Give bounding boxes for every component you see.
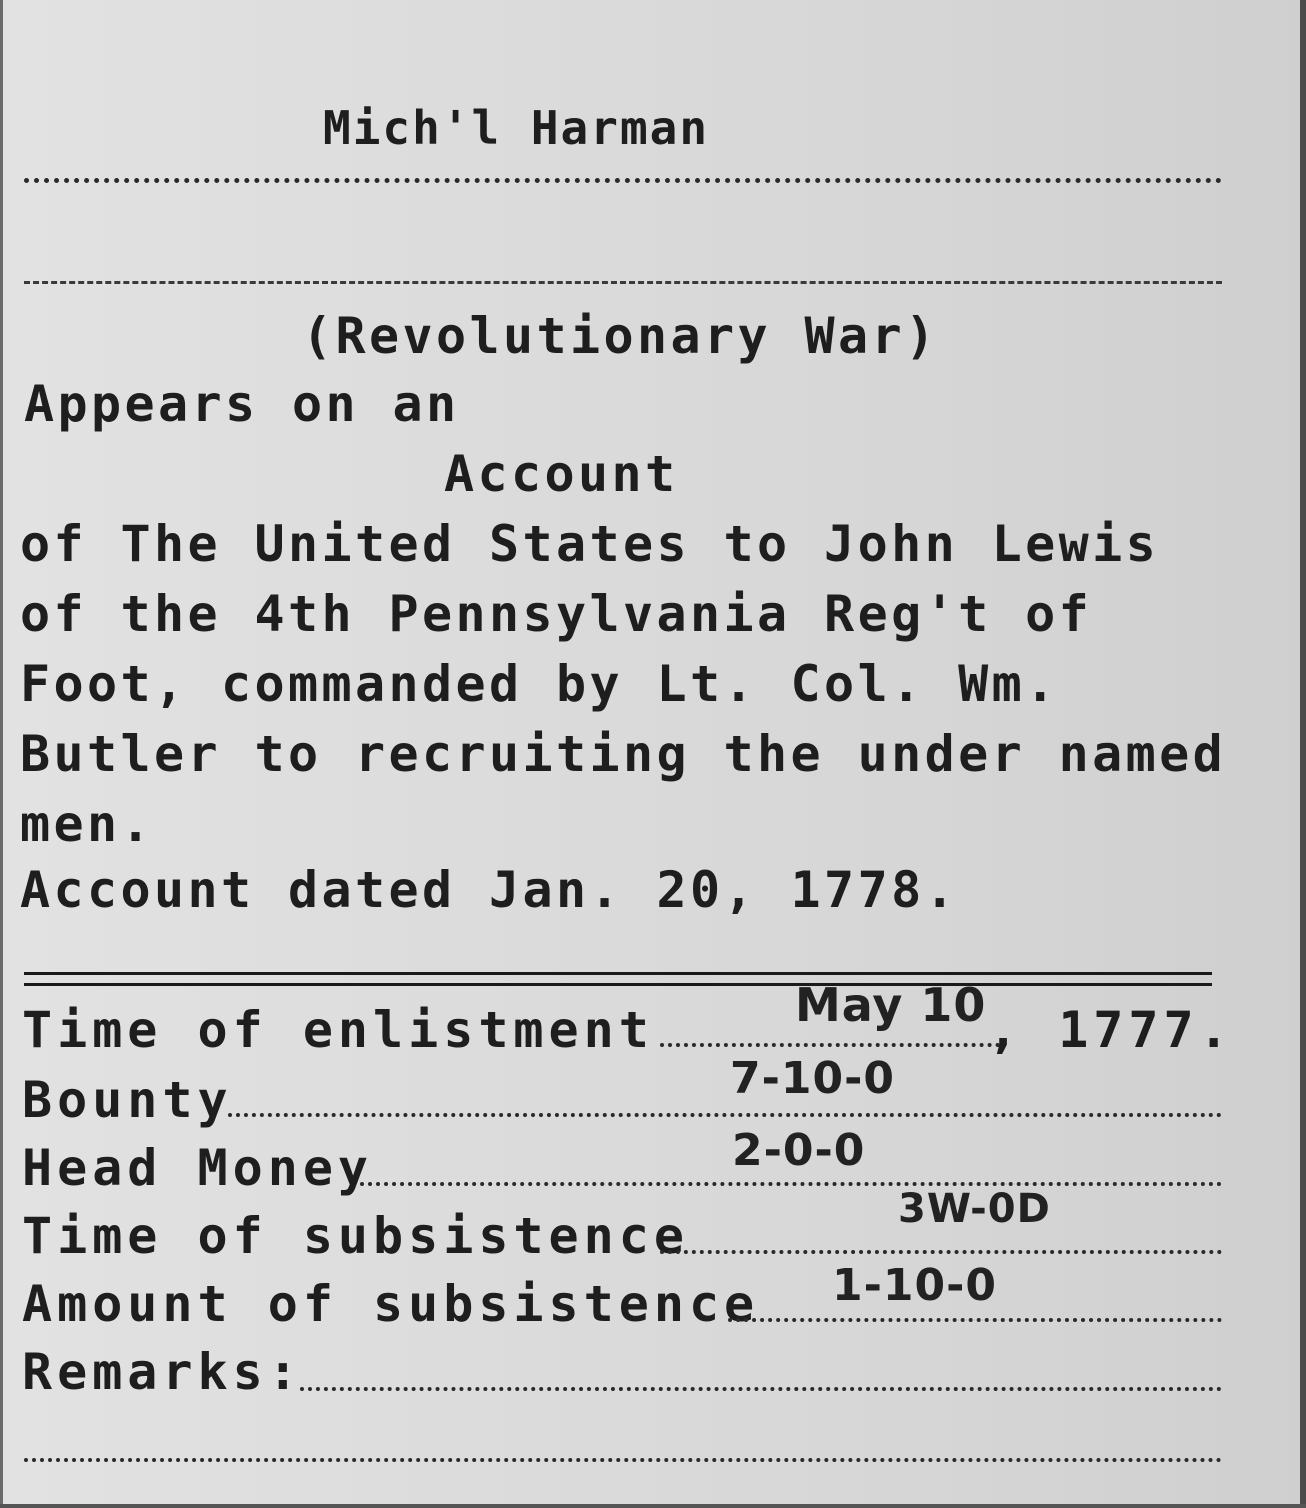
card-bottom-edge bbox=[0, 1504, 1306, 1508]
bounty-leader bbox=[228, 1113, 1222, 1117]
body-line: men. bbox=[20, 795, 155, 853]
appears-label: Appears on an bbox=[24, 375, 460, 433]
enlistment-year: , 1777. bbox=[988, 1001, 1234, 1059]
time-subsistence-value: 3W-0D bbox=[898, 1186, 1051, 1232]
head-money-leader bbox=[360, 1182, 1222, 1186]
soldier-name: Mich'l Harman bbox=[323, 101, 710, 155]
bounty-label: Bounty bbox=[22, 1071, 233, 1129]
time-subsistence-label: Time of subsistence bbox=[22, 1207, 689, 1265]
name-dotted-line bbox=[24, 178, 1222, 183]
body-line: of The United States to John Lewis bbox=[20, 515, 1160, 573]
body-line: of the 4th Pennsylvania Reg't of bbox=[20, 585, 1093, 643]
enlistment-value: May 10 bbox=[795, 978, 987, 1032]
war-label: (Revolutionary War) bbox=[302, 307, 939, 365]
remarks-label: Remarks: bbox=[22, 1343, 303, 1401]
amount-subsistence-value: 1-10-0 bbox=[832, 1260, 997, 1311]
head-money-value: 2-0-0 bbox=[732, 1125, 866, 1176]
head-money-label: Head Money bbox=[22, 1139, 374, 1197]
card-left-edge bbox=[0, 0, 3, 1508]
amount-subsistence-label: Amount of subsistence bbox=[22, 1275, 760, 1333]
record-type: Account bbox=[444, 445, 679, 503]
body-line: Butler to recruiting the under named bbox=[20, 725, 1227, 783]
account-date: Account dated Jan. 20, 1778. bbox=[20, 861, 959, 919]
section-rule-bottom bbox=[24, 983, 1212, 986]
remarks-leader bbox=[300, 1387, 1222, 1391]
amount-subsistence-leader bbox=[728, 1318, 1222, 1322]
bounty-value: 7-10-0 bbox=[730, 1053, 895, 1104]
card-right-edge bbox=[1300, 0, 1306, 1508]
second-name-line bbox=[24, 281, 1222, 284]
remarks-second-line bbox=[24, 1458, 1222, 1462]
enlistment-leader bbox=[660, 1043, 1000, 1047]
enlistment-label: Time of enlistment bbox=[22, 1001, 654, 1059]
body-line: Foot, commanded by Lt. Col. Wm. bbox=[20, 655, 1059, 713]
section-rule-top bbox=[24, 972, 1212, 975]
time-subsistence-leader bbox=[660, 1250, 1222, 1254]
